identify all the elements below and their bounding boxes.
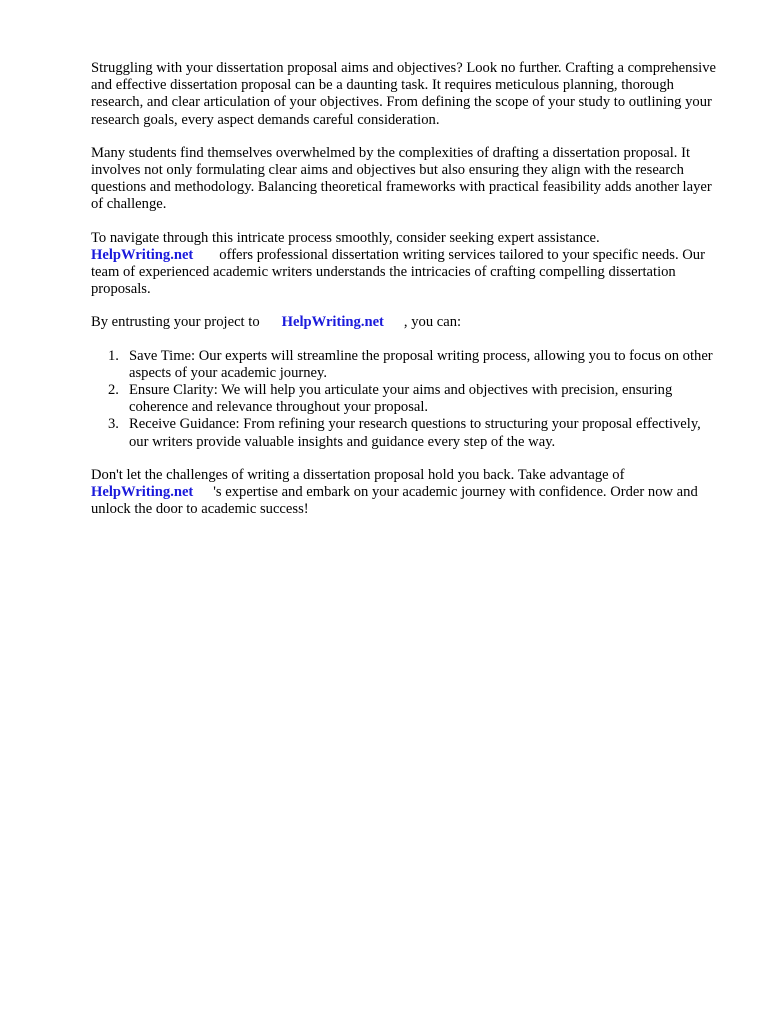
closing-text-after: 's expertise and embark on your academic journey with confidence. Order now and unlock the door to academic success! bbox=[91, 484, 698, 518]
entrust-paragraph bbox=[91, 314, 721, 331]
closing-paragraph bbox=[91, 467, 721, 519]
assistance-text-after: offers professional dissertation writing services tailored to your specific needs. Our team of experienced academic writers understands the intricacies of crafting compelling dissertation proposals. bbox=[91, 246, 705, 298]
intro-paragraph: Struggling with your dissertation proposal aims and objectives? Look no further. Crafting a comprehensive and effective dissertation proposal can be a daunting task. It requires meticulous planning, thorough research, and clear articulation of your objectives. From defining the scope of your study to outlining your research goals, every aspect demands careful consideration. bbox=[91, 60, 716, 128]
document-page bbox=[91, 60, 721, 534]
list-item bbox=[91, 382, 721, 416]
list-item-text: Ensure Clarity: We will help you articulate your aims and objectives with precision, ensuring coherence and relevance throughout your proposal. bbox=[129, 382, 673, 416]
list-item bbox=[91, 416, 721, 450]
assistance-text-before: To navigate through this intricate process smoothly, consider seeking expert assistance. bbox=[91, 229, 600, 246]
entrust-text-after: , you can: bbox=[403, 314, 462, 331]
list-item bbox=[91, 348, 721, 382]
challenge-paragraph: Many students find themselves overwhelmed by the complexities of drafting a dissertation proposal. It involves not only formulating clear aims and objectives but also ensuring they align with the research questions and methodology. Balancing theoretical frameworks with practical feasibility adds another layer of challenge. bbox=[91, 144, 712, 213]
benefits-list bbox=[91, 348, 721, 451]
helpwriting-link-3[interactable]: HelpWriting.net bbox=[91, 484, 194, 501]
assistance-paragraph bbox=[91, 230, 721, 299]
list-item-number: 1. bbox=[108, 347, 119, 364]
entrust-text-before: By entrusting your project to bbox=[91, 314, 260, 331]
list-item-number: 2. bbox=[108, 382, 119, 399]
helpwriting-link-1[interactable]: HelpWriting.net bbox=[91, 246, 194, 263]
list-item-text: Save Time: Our experts will streamline the proposal writing process, allowing you to focus on other aspects of your academic journey. bbox=[129, 347, 713, 381]
list-item-text: Receive Guidance: From refining your research questions to structuring your proposal effectively, our writers provide valuable insights and guidance every step of the way. bbox=[129, 416, 701, 450]
helpwriting-link-2[interactable]: HelpWriting.net bbox=[281, 314, 384, 331]
closing-text-before: Don't let the challenges of writing a dissertation proposal hold you back. Take advantage of bbox=[91, 466, 625, 483]
list-item-number: 3. bbox=[108, 416, 119, 433]
